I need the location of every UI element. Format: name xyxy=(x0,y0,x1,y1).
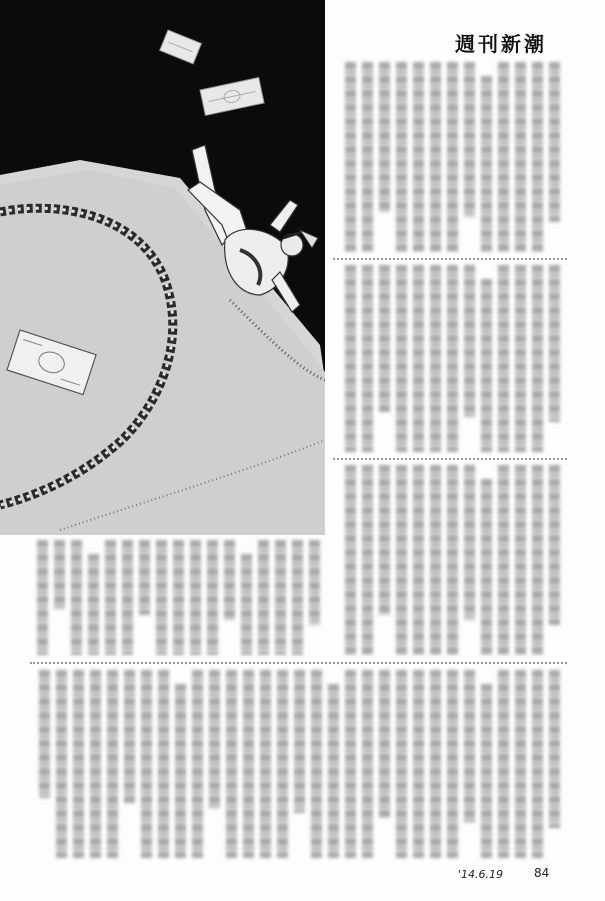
text-column xyxy=(464,465,475,620)
text-column xyxy=(447,265,458,452)
text-column xyxy=(54,540,65,610)
text-column xyxy=(294,670,305,813)
text-column xyxy=(292,540,303,655)
text-column xyxy=(345,670,356,858)
text-column xyxy=(37,540,48,655)
section-divider xyxy=(333,258,567,260)
text-column xyxy=(396,265,407,452)
text-column xyxy=(107,670,118,858)
text-column xyxy=(498,465,509,655)
section-divider xyxy=(333,458,567,460)
text-column xyxy=(549,62,560,222)
text-column xyxy=(413,670,424,858)
text-column xyxy=(481,684,492,858)
text-column xyxy=(430,670,441,858)
text-column xyxy=(447,62,458,252)
text-column xyxy=(413,265,424,452)
text-column xyxy=(430,62,441,252)
text-column xyxy=(362,465,373,655)
text-column xyxy=(39,670,50,798)
text-column xyxy=(224,540,235,620)
text-column xyxy=(549,465,560,625)
text-column xyxy=(498,670,509,858)
text-column xyxy=(190,540,201,655)
text-column xyxy=(173,540,184,655)
text-column xyxy=(139,540,150,615)
text-column xyxy=(498,265,509,452)
text-column xyxy=(277,670,288,858)
text-column xyxy=(362,62,373,252)
text-column xyxy=(362,265,373,452)
text-column xyxy=(481,279,492,452)
text-column xyxy=(345,62,356,252)
text-column xyxy=(396,465,407,655)
text-column xyxy=(362,670,373,858)
text-column xyxy=(243,670,254,858)
text-column xyxy=(379,465,390,615)
text-column xyxy=(241,554,252,655)
text-column xyxy=(515,670,526,858)
text-column xyxy=(192,670,203,858)
text-column xyxy=(396,670,407,858)
text-column xyxy=(532,670,543,858)
text-column xyxy=(88,554,99,655)
text-column xyxy=(73,670,84,858)
text-column xyxy=(209,670,220,808)
text-column xyxy=(275,540,286,655)
text-column xyxy=(430,265,441,452)
text-column xyxy=(105,540,116,655)
text-column xyxy=(345,465,356,655)
text-column xyxy=(464,62,475,217)
text-column xyxy=(481,76,492,252)
text-column xyxy=(447,670,458,858)
text-column xyxy=(260,670,271,858)
text-column xyxy=(328,684,339,858)
sumo-ring-illustration xyxy=(0,0,325,535)
text-column xyxy=(141,670,152,858)
text-column xyxy=(515,465,526,655)
text-column xyxy=(430,465,441,655)
text-column xyxy=(447,465,458,655)
text-column xyxy=(90,670,101,858)
page-number: 84 xyxy=(534,866,550,880)
text-column xyxy=(56,670,67,858)
text-column xyxy=(379,62,390,212)
text-column xyxy=(158,670,169,858)
magazine-title: 週刊新潮 xyxy=(455,32,547,56)
section-divider xyxy=(30,662,567,664)
text-column xyxy=(396,62,407,252)
text-column xyxy=(413,465,424,655)
text-column xyxy=(532,265,543,452)
text-column xyxy=(71,540,82,655)
text-column xyxy=(156,540,167,655)
text-column xyxy=(207,540,218,655)
illustration-svg xyxy=(0,0,325,535)
text-column xyxy=(532,465,543,655)
text-column xyxy=(464,265,475,417)
text-column xyxy=(175,684,186,858)
text-column xyxy=(309,540,320,625)
text-column xyxy=(345,265,356,452)
text-column xyxy=(379,670,390,818)
text-column xyxy=(498,62,509,252)
text-column xyxy=(258,540,269,655)
text-column xyxy=(311,670,322,858)
text-column xyxy=(549,670,560,828)
text-column xyxy=(549,265,560,422)
issue-date: '14.6.19 xyxy=(458,868,504,881)
text-column xyxy=(379,265,390,412)
text-column xyxy=(464,670,475,823)
text-column xyxy=(532,62,543,252)
text-column xyxy=(124,670,135,803)
text-column xyxy=(515,265,526,452)
text-column xyxy=(413,62,424,252)
text-column xyxy=(122,540,133,655)
text-column xyxy=(226,670,237,858)
text-column xyxy=(515,62,526,252)
text-column xyxy=(481,479,492,655)
